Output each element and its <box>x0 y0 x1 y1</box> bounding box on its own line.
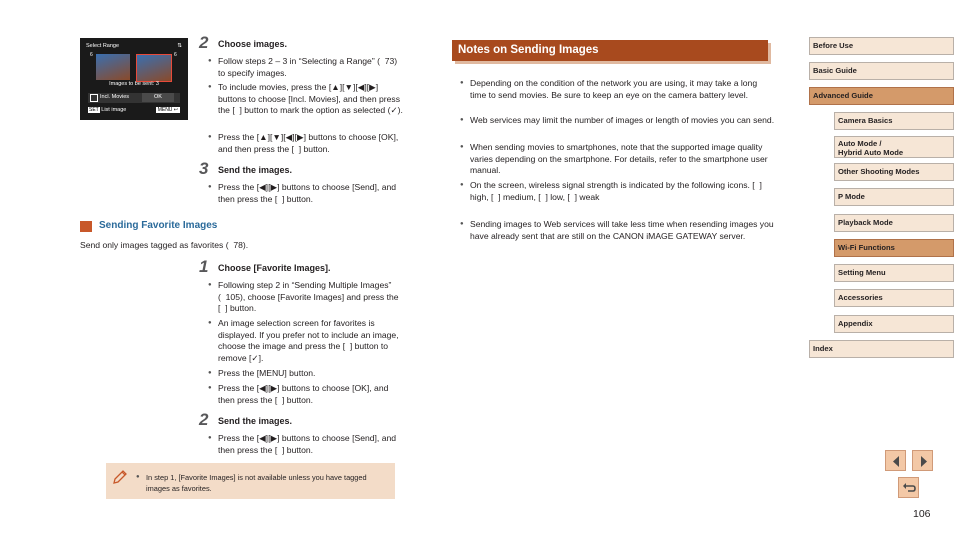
cam-title: Select Range <box>86 43 120 49</box>
note-bullet: ● When sending movies to smartphones, note that the supported image quality varies depending on the smartphone. For details, refer to the smartphone user manual. <box>460 142 775 177</box>
step-number: 2 <box>199 33 209 52</box>
nav-auto-line1: Auto Mode / <box>838 139 882 148</box>
prev-page-button[interactable] <box>885 450 906 471</box>
step-bullet: ● Following step 2 in “Sending Multiple Images” ( 105), choose [Favorite Images] and press the [ ] button. <box>208 280 403 315</box>
nav-accessories[interactable]: Accessories <box>834 289 954 307</box>
step-title: Send the images. <box>218 165 293 175</box>
cam-option-label: Incl. Movies <box>100 94 130 100</box>
note-bullet: ● Sending images to Web services will take less time when resending images you have already sent that are still on the CANON iMAGE GATEWAY server. <box>460 219 775 242</box>
step-bullet: ● Press the [◀][▶] buttons to choose [Send], and then press the [ ] button. <box>208 182 403 205</box>
step-bullet: ● To include movies, press the [▲][▼][◀][▶] buttons to choose [Incl. Movies], and then press the [ ] button to mark the option as selected (✓). <box>208 82 403 117</box>
return-button[interactable] <box>898 477 919 498</box>
note-bullet: ● Web services may limit the number of images or length of movies you can send. <box>460 115 775 127</box>
nav-appendix[interactable]: Appendix <box>834 315 954 333</box>
nav-auto-line2: Hybrid Auto Mode <box>838 148 904 157</box>
nav-index[interactable]: Index <box>809 340 954 358</box>
step-bullet: ● Press the [▲][▼][◀][▶] buttons to choose [OK], and then press the [ ] button. <box>208 132 403 155</box>
camera-screen-image <box>80 38 188 120</box>
notes-title-bar <box>452 40 768 61</box>
pencil-icon <box>112 469 128 485</box>
step-bullet: ● An image selection screen for favorites is displayed. If you prefer not to include an image, choose the image and press the [ ] button to remove [✓]. <box>208 318 403 364</box>
thumb-num: 6 <box>90 52 93 58</box>
step-bullet: ● Press the [MENU] button. <box>208 368 403 380</box>
note-bullet: ● Depending on the condition of the network you are using, it may take a long time to send movies. Be sure to keep an eye on the camera battery level. <box>460 78 775 101</box>
section-title: Sending Favorite Images <box>99 220 218 231</box>
nav-other-shooting-modes[interactable]: Other Shooting Modes <box>834 163 954 181</box>
nav-wifi-functions[interactable]: Wi-Fi Functions <box>834 239 954 257</box>
nav-auto-mode[interactable] <box>834 136 954 158</box>
step-bullet: ● Follow steps 2 – 3 in “Selecting a Range” ( 73) to specify images. <box>208 56 403 79</box>
cam-option-row <box>88 93 180 103</box>
step-bullet: ● Press the [◀][▶] buttons to choose [Send], and then press the [ ] button. <box>208 433 403 456</box>
cam-corner: ⇅ <box>177 43 182 49</box>
cam-ok: OK <box>142 93 174 102</box>
cam-count: Images to be sent: 3 <box>109 81 159 87</box>
cam-menu: MENU ↩ <box>157 107 178 113</box>
nav-advanced-guide[interactable]: Advanced Guide <box>809 87 954 105</box>
section-marker-icon <box>80 221 92 232</box>
cam-thumbnails <box>92 54 176 80</box>
step-title: Send the images. <box>218 416 293 426</box>
step-title: Choose [Favorite Images]. <box>218 263 331 273</box>
prev-page-icon <box>886 451 907 472</box>
return-icon <box>899 478 920 499</box>
hint-box <box>106 463 395 499</box>
step-title: Choose images. <box>218 39 288 49</box>
note-bullet: ● On the screen, wireless signal strength is indicated by the following icons. [ ] high, [ ] medium, [ ] low, [ ] weak <box>460 180 775 203</box>
hint-text: ● In step 1, [Favorite Images] is not available unless you have tagged images as favorites. <box>136 472 386 494</box>
nav-playback-mode[interactable]: Playback Mode <box>834 214 954 232</box>
thumb-num: 6 <box>174 52 177 58</box>
thumbnail <box>136 54 172 82</box>
step-number: 3 <box>199 159 209 178</box>
section-intro: Send only images tagged as favorites ( 78). <box>80 240 249 250</box>
cam-bottom-row <box>88 107 180 113</box>
nav-before-use[interactable]: Before Use <box>809 37 954 55</box>
nav-camera-basics[interactable]: Camera Basics <box>834 112 954 130</box>
cam-list-label: List image <box>101 107 127 113</box>
step-number: 2 <box>199 410 209 429</box>
check-icon <box>90 94 98 102</box>
page-number: 106 <box>913 508 931 520</box>
cam-set: SET <box>89 107 99 113</box>
nav-basic-guide[interactable]: Basic Guide <box>809 62 954 80</box>
next-page-icon <box>913 451 934 472</box>
step-number: 1 <box>199 257 209 276</box>
next-page-button[interactable] <box>912 450 933 471</box>
thumbnail <box>96 54 130 80</box>
notes-title: Notes on Sending Images <box>458 44 599 56</box>
nav-setting-menu[interactable]: Setting Menu <box>834 264 954 282</box>
nav-p-mode[interactable]: P Mode <box>834 188 954 206</box>
step-bullet: ● Press the [◀][▶] buttons to choose [OK], and then press the [ ] button. <box>208 383 403 406</box>
